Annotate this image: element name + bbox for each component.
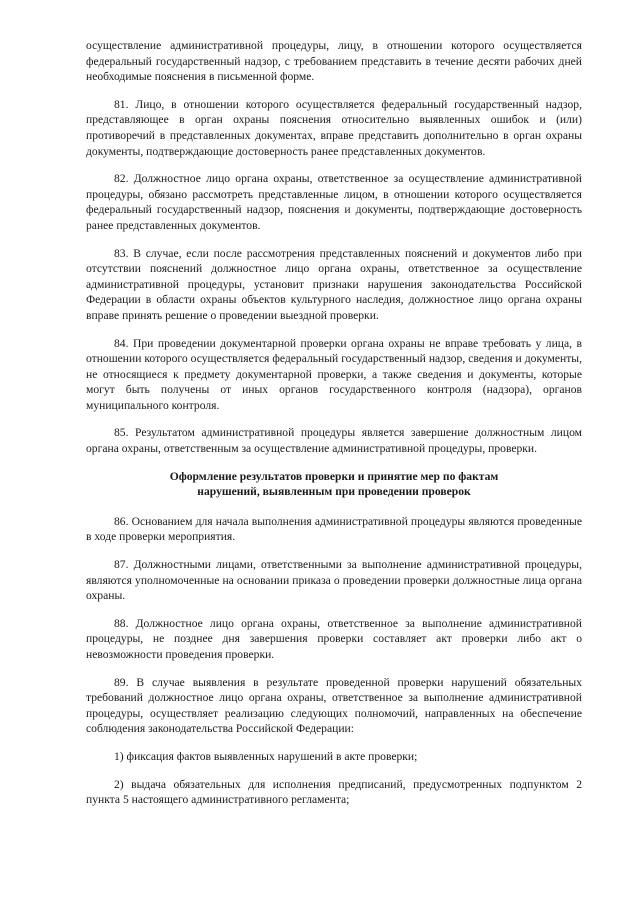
paragraph-continuation: осуществление административной процедуры, лицу, в отношении которого осуществляется федеральный государственный надзор, с требованием представить в течение десяти рабочих дней необходимые пояснения в письменной форме. xyxy=(86,39,582,84)
paragraph-87: 87. Должностными лицами, ответственными за выполнение административной процедуры, являются уполномоченные на основании приказа о проведении проверки должностные лица органа охраны. xyxy=(86,558,582,603)
list-item-1: 1) фиксация фактов выявленных нарушений в акте проверки; xyxy=(114,749,418,763)
paragraph-85: 85. Результатом административной процедуры является завершение должностным лицом органа охраны, ответственным за осуществление административной процедуры, проверки. xyxy=(86,426,582,456)
paragraph-88: 88. Должностное лицо органа охраны, ответственное за выполнение административной процедуры, не позднее дня завершения проверки составляет акт проверки либо акт о невозможности проведения проверки. xyxy=(86,616,582,661)
section-heading xyxy=(86,469,582,500)
paragraph-82: 82. Должностное лицо органа охраны, ответственное за осуществление административной процедуры, обязано рассмотреть представленные лицом, в отношении которого осуществляется федеральный государственный надзор, пояснения и документы, подтверждающие достоверность ранее представленных документов. xyxy=(86,172,582,232)
section-heading-line-1: Оформление результатов проверки и принятие мер по фактам xyxy=(169,469,499,483)
paragraph-89: 89. В случае выявления в результате проведенной проверки нарушений обязательных требований должностное лицо органа охраны, ответственное за выполнение административной процедуры, осуществляет реализацию следующих полномочий, направленных на обеспечение соблюдения законодательства Российской Федерации: xyxy=(86,675,582,736)
paragraph-86: 86. Основанием для начала выполнения административной процедуры являются проведенные в ходе проверки мероприятия. xyxy=(86,514,582,544)
paragraph-81: 81. Лицо, в отношении которого осуществляется федеральный государственный надзор, представляющее в орган охраны пояснения относительно выявленных ошибок и (или) противоречий в представленных документах, вправе представить дополнительно в орган охраны документы, подтверждающие достоверность ранее представленных документов. xyxy=(86,97,582,158)
paragraph-83: 83. В случае, если после рассмотрения представленных пояснений и документов либо при отсутствии пояснений должностное лицо органа охраны, ответственное за осуществление административной процедуры, установит признаки нарушения законодательства Российской Федерации в области охраны объектов культурного наследия, должностное лицо органа охраны вправе принять решение о проведении выездной проверки. xyxy=(86,246,582,322)
section-heading-line-2: нарушений, выявленным при проведении проверок xyxy=(197,485,471,499)
list-item-2: 2) выдача обязательных для исполнения предписаний, предусмотренных подпунктом 2 пункта 5 настоящего административного регламента; xyxy=(86,777,582,807)
paragraph-84: 84. При проведении документарной проверки органа охраны не вправе требовать у лица, в отношении которого осуществляется федеральный государственный надзор, сведения и документы, не относящиеся к предмету документарной проверки, а также сведения и документы, которые могут быть получены от иных органов государственного контроля (надзора), органов муниципального контроля. xyxy=(86,336,582,412)
document-page xyxy=(86,38,582,820)
